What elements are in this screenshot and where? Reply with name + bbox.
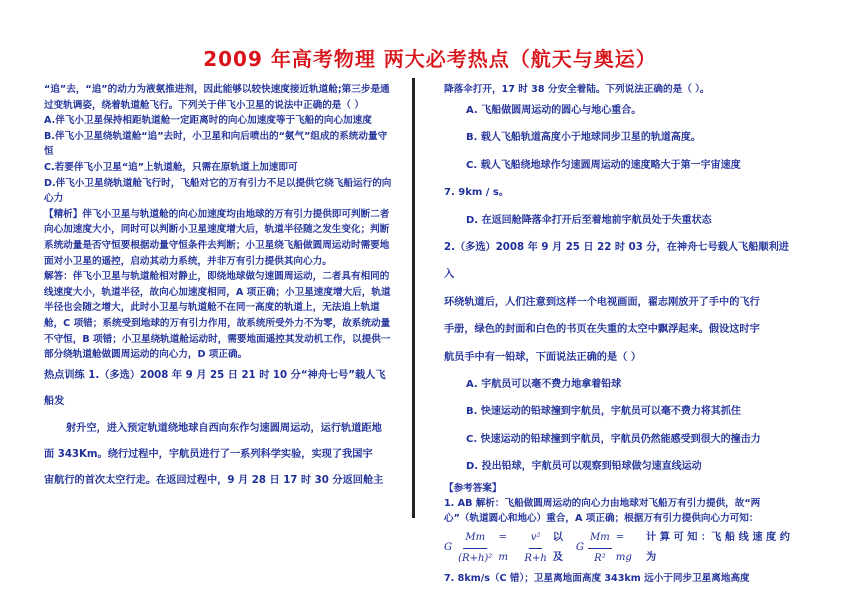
denominator: (R+h)² bbox=[458, 552, 493, 564]
question-continuation: 降落伞打开，17 时 38 分安全着陆。下列说法正确的是（ ）。 bbox=[444, 84, 710, 95]
fraction bbox=[522, 528, 548, 569]
numerator: Mm bbox=[463, 528, 487, 549]
fraction bbox=[588, 528, 612, 569]
option-c: C. 载人飞船绕地球作匀速圆周运动的速度略大于第一宇宙速度 bbox=[466, 159, 741, 171]
drill-line: 射升空，进入预定轨道绕地球自西向东作匀速圆周运动，运行轨道距地 bbox=[66, 422, 382, 434]
numerator: v² bbox=[529, 528, 543, 549]
formula-and: 以及 bbox=[552, 532, 563, 564]
drill-line: 热点训练 1.（多选）2008 年 9 月 25 日 21 时 10 分“神舟七号”载人飞船发 bbox=[44, 369, 386, 408]
answer-heading: 【参考答案】 bbox=[444, 482, 502, 494]
option-a: A. 宇航员可以毫不费力地拿着铅球 bbox=[466, 379, 622, 391]
option-c: C.若要伴飞小卫星“追”上轨道舱，只需在原轨道上加速即可 bbox=[44, 161, 298, 173]
answer-explanation: 1. AB 解析：飞船做圆周运动的向心力由地球对飞船万有引力提供，故“两心”（轨道圆心和地心）重合，A 项正确；根据万有引力提供向心力可知： bbox=[444, 497, 761, 524]
question-2-line: 航员手中有一铅球，下面说法正确的是（ ） bbox=[444, 351, 642, 363]
question-2-line: 2.（多选）2008 年 9 月 25 日 22 时 03 分，在神舟七号载人飞船顺利进入 bbox=[444, 242, 789, 281]
drill-line: 宙航行的首次太空行走。在返回过程中，9 月 28 日 17 时 30 分返回舱主 bbox=[44, 475, 384, 487]
formula-g: G bbox=[575, 542, 585, 554]
right-column bbox=[444, 82, 794, 586]
left-column bbox=[44, 82, 392, 495]
option-a: A. 飞船做圆周运动的圆心与地心重合。 bbox=[466, 105, 642, 116]
question-2-line: 手册，绿色的封面和白色的书页在失重的太空中飘浮起来。假设这时宇 bbox=[444, 324, 760, 336]
formula-rhs: = mg bbox=[615, 532, 632, 564]
answer-last-line: 7. 8km/s（C 错）；卫星离地面高度 343km 远小于同步卫星离地高度 bbox=[444, 572, 750, 584]
option-c-continuation: 7. 9km / s。 bbox=[444, 187, 509, 199]
option-a: A.伴飞小卫星保持相距轨道舱一定距离时的向心加速度等于飞船的向心加速度 bbox=[44, 115, 372, 127]
solution-paragraph: 解答：伴飞小卫星与轨道舱相对静止，即绕地球做匀速圆周运动，二者具有相同的线速度大小，轨道半径，故向心加速度相同，A 项正确；小卫星速度增大后，轨道半径也会随之增大，此时小卫星与轨道舱不在同一高度的轨道上，无法追上轨道舱，C 项错；系统受到地球的万有引力作用，故系统所受外力不为零，故系统动量不守恒，B 项错；小卫星绕轨道舱运动时，需要地面遥控其发动机工作，以提供一部分绕轨道舱做圆周运动的向心力，D 项正确。 bbox=[44, 271, 391, 361]
denominator: R² bbox=[594, 552, 606, 564]
option-b: B. 载人飞船轨道高度小于地球同步卫星的轨道高度。 bbox=[466, 132, 701, 144]
question-stem: “追”去，“追”的动力为液氨推进剂，因此能够以较快速度接近轨道舱;第三步是通过变轨调姿，绕着轨道舱飞行。下列关于伴飞小卫星的说法中正确的是（ ） bbox=[44, 84, 390, 111]
denominator: R+h bbox=[524, 552, 547, 564]
option-c: C. 快速运动的铅球撞到宇航员，宇航员仍然能感受到很大的撞击力 bbox=[466, 433, 761, 445]
option-b: B. 快速运动的铅球撞到宇航员，宇航员可以毫不费力将其抓住 bbox=[466, 406, 741, 418]
formula-tail: 计 算 可 知 ：飞 船 线 速 度 约 为 bbox=[646, 532, 790, 564]
page-title: 2009 年高考物理 两大必考热点（航天与奥运） bbox=[203, 47, 657, 71]
option-d: D. 在返回舱降落伞打开后至着地前宇航员处于失重状态 bbox=[466, 214, 712, 226]
drill-line: 面 343Km。绕行过程中，宇航员进行了一系列科学实验，实现了我国宇 bbox=[44, 448, 373, 460]
fraction bbox=[456, 528, 494, 569]
gravitation-formula bbox=[444, 528, 794, 569]
question-2-line: 环绕轨道后，人们注意到这样一个电视画面，翟志刚放开了手中的飞行 bbox=[444, 296, 760, 308]
column-divider bbox=[412, 78, 415, 518]
option-d: D.伴飞小卫星绕轨道舱飞行时，飞船对它的万有引力不足以提供它绕飞船运行的向心力 bbox=[44, 177, 392, 205]
numerator: Mm bbox=[588, 528, 612, 549]
formula-g: G bbox=[444, 542, 453, 554]
formula-eq: = m bbox=[498, 532, 508, 564]
option-d: D. 投出铅球，宇航员可以观察到铅球做匀速直线运动 bbox=[466, 461, 702, 473]
analysis-paragraph: 【精析】伴飞小卫星与轨道舱的向心加速度均由地球的万有引力提供即可判断二者向心加速度大小，同时可以判断小卫星速度增大后，轨道半径随之发生变化；判断系统动量是否守恒要根据动量守恒条件去判断；小卫星绕飞船做圆周运动时需要地面对小卫星的遥控，启动其动力系统，并非万有引力提供其向心力。 bbox=[44, 208, 390, 267]
option-b: B.伴飞小卫星绕轨道舱“追”去时，小卫星和向后喷出的“氨气”组成的系统动量守恒 bbox=[44, 130, 388, 158]
